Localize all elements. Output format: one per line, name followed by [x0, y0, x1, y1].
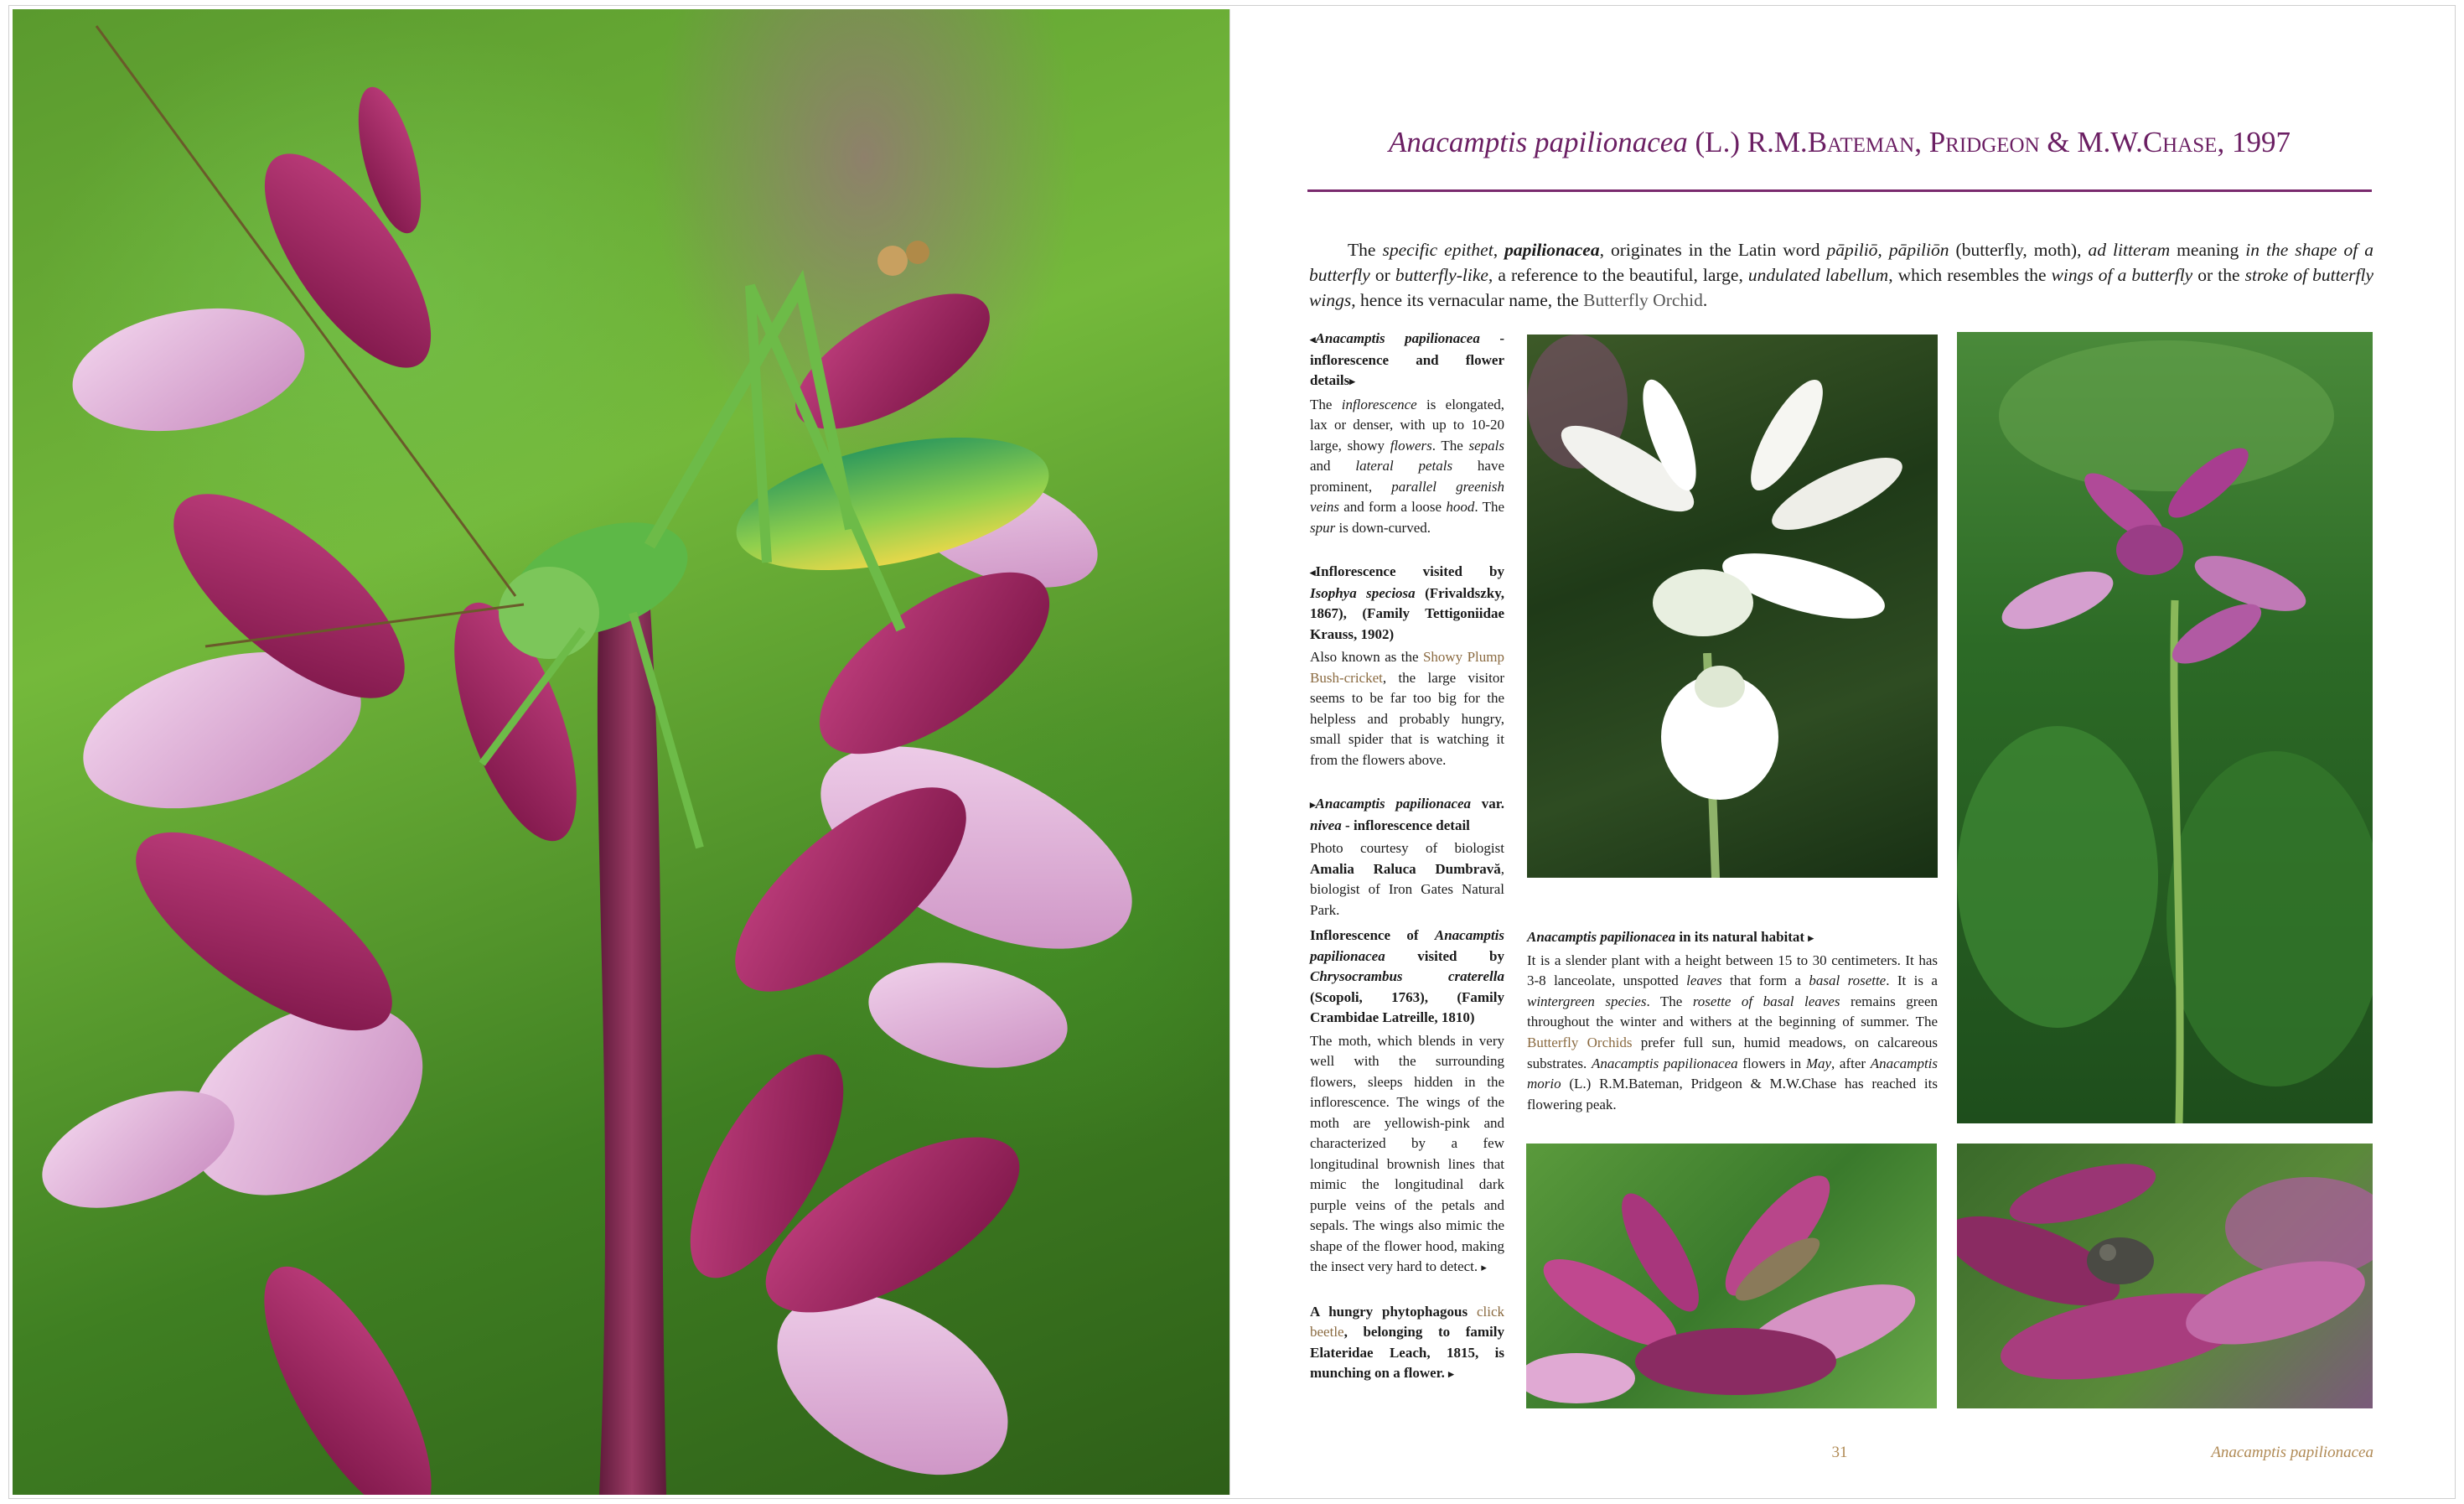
photo-natural-habitat: [1957, 332, 2373, 1123]
caption-text: The: [1310, 396, 1342, 412]
caption-em: spur: [1310, 519, 1336, 536]
beetle-orchid-illustration: [1957, 1144, 2373, 1408]
caption-em: Anacamptis papilionacea: [1310, 927, 1504, 964]
intro-text: meaning: [2170, 240, 2246, 260]
caption-text: . It is a: [1886, 972, 1938, 989]
moth-orchid-illustration: [1526, 1144, 1937, 1408]
photo-click-beetle: [1957, 1144, 2373, 1408]
spacer: [1310, 1278, 1504, 1302]
caption-text: , belonging to family Elateridae Leach, 1815, is munching on a flower.: [1310, 1324, 1504, 1381]
caption-body-3: [1310, 838, 1504, 921]
vernacular-link: Showy Plump Bush-cricket: [1310, 649, 1504, 686]
caption-em: sepals: [1468, 437, 1504, 454]
title-author-prefix: (L.) R.M.: [1687, 126, 1808, 158]
caption-text: and: [1310, 458, 1356, 474]
intro-em: specific epithet: [1382, 240, 1493, 260]
intro-em: stroke of butterfly wings: [1309, 265, 2373, 310]
caption-text: - inflorescence and flower details: [1310, 330, 1504, 388]
intro-text: (butterfly, moth),: [1949, 240, 2089, 260]
caption-text: prefer full sun, humid meadows, on calcareous substrates.: [1527, 1034, 1938, 1071]
intro-text: , originates in the Latin word: [1599, 240, 1827, 260]
white-orchid-illustration: [1527, 335, 1938, 878]
intro-text: or the: [2192, 265, 2245, 285]
intro-em: wings of a butterfly: [2051, 265, 2193, 285]
caption-text: , biologist of Iron Gates Natural Park.: [1310, 860, 1504, 918]
vernacular-name: Butterfly Orchid: [1583, 290, 1703, 310]
caption-em: flowers: [1390, 437, 1432, 454]
pointer-right-icon: ▸: [1349, 375, 1355, 387]
caption-text: visited by: [1385, 947, 1504, 964]
pointer-left-icon: ◂: [1310, 566, 1316, 578]
caption-heading-3: [1310, 794, 1504, 836]
pointer-right-icon: ▸: [1808, 931, 1814, 944]
vernacular-link: Butterfly Orchids: [1527, 1034, 1633, 1050]
title-species: Anacamptis papilionacea: [1389, 126, 1688, 158]
caption-text: The moth, which blends in very well with the surrounding flowers, sleeps hidden in the inflorescence. The wings of the moth are yellowish-pink and characterized by a few longitudinal brownish lines that mimic the longitudinal dark purple veins of the petals and sepals. The wings also mimic the shape of the flower hood, making the insect very hard to detect.: [1310, 1032, 1504, 1274]
title-author-chase: Chase: [2142, 126, 2218, 158]
pointer-right-icon: ▸: [1310, 798, 1316, 811]
caption-text: var.: [1471, 796, 1504, 812]
caption-text: Inflorescence of: [1310, 927, 1435, 943]
spacer: [1310, 770, 1504, 794]
intro-em: butterfly-like: [1395, 265, 1488, 285]
intro-em: undulated labellum: [1747, 265, 1889, 285]
habitat-illustration: [1957, 332, 2373, 1123]
intro-text: or: [1369, 265, 1395, 285]
caption-em: hood: [1446, 499, 1475, 515]
caption-em: lateral petals: [1355, 458, 1453, 474]
intro-em: in the shape of a butterfly: [1309, 240, 2374, 285]
intro-text: , which resembles the: [1888, 265, 2052, 285]
caption-em: parallel greenish veins: [1310, 478, 1504, 515]
habitat-caption: [1527, 927, 1938, 1115]
caption-text: flowers in: [1737, 1055, 1806, 1071]
caption-heading-1: [1310, 329, 1504, 392]
caption-em: leaves: [1686, 972, 1722, 989]
caption-text: Inflorescence visited by: [1315, 563, 1504, 579]
intro-text: .: [1702, 290, 1708, 310]
caption-text: Photo courtesy of biologist: [1310, 840, 1504, 856]
caption-text: , the large visitor seems to be far too big for the helpless and probably hungry, small spider that is watching it from the flowers above.: [1310, 669, 1504, 768]
caption-heading-5: [1310, 1302, 1504, 1385]
left-page-photo-orchid-bushcricket: [13, 9, 1229, 1495]
caption-em: May: [1805, 1055, 1832, 1071]
caption-text: that form a: [1721, 972, 1809, 989]
title-sep-1: ,: [1914, 126, 1929, 158]
pointer-left-icon: ◂: [1310, 333, 1316, 345]
caption-em: nivea: [1310, 817, 1342, 833]
intro-text: , a reference to the beautiful, large,: [1488, 265, 1748, 285]
page-title: [1307, 126, 2372, 159]
caption-text: It is a slender plant with a height between 15 to 30 centimeters. It has 3-8 lanceolate, unspotted: [1527, 952, 1938, 989]
pointer-right-icon: ▸: [1481, 1261, 1487, 1273]
caption-column: [1310, 329, 1504, 1385]
click-beetle-link: click beetle: [1310, 1303, 1504, 1340]
caption-text: have prominent,: [1310, 458, 1505, 495]
running-title: Anacamptis papilionacea: [2211, 1444, 2373, 1461]
caption-text: . The: [1646, 993, 1693, 1009]
title-author-pridgeon: Pridgeon: [1928, 126, 2040, 158]
caption-text: A hungry phytophagous: [1310, 1303, 1477, 1320]
caption-text: is down-curved.: [1335, 519, 1431, 536]
caption-em: Anacamptis papilionacea: [1315, 796, 1472, 812]
intro-em: pāpiliō, pāpiliōn: [1826, 240, 1949, 260]
caption-body-2: [1310, 647, 1504, 770]
caption-text: . The: [1431, 437, 1469, 454]
caption-text: . The: [1474, 499, 1504, 515]
caption-body-4: [1310, 1031, 1504, 1278]
caption-text: , after: [1831, 1055, 1871, 1071]
caption-em: wintergreen species: [1527, 993, 1647, 1009]
caption-text: remains green throughout the winter and withers at the beginning of summer. The: [1527, 993, 1938, 1030]
habitat-caption-heading: [1527, 927, 1938, 949]
title-author-bateman: Bateman: [1807, 126, 1915, 158]
caption-heading-4: [1310, 926, 1504, 1029]
photo-moth-chrysocrambus: [1526, 1144, 1937, 1408]
caption-body-1: [1310, 395, 1504, 539]
intro-em: ad litteram: [2088, 240, 2171, 260]
intro-text: , hence its vernacular name, the: [1351, 290, 1584, 310]
caption-em: Anacamptis morio: [1527, 1055, 1939, 1092]
title-divider: [1307, 189, 2372, 192]
caption-em: Isophya speciosa: [1310, 584, 1416, 601]
caption-text: (L.) R.M.Bateman, Pridgeon & M.W.Chase has reached its flowering peak.: [1527, 1076, 1938, 1112]
caption-text: in its natural habitat: [1675, 929, 1805, 945]
caption-em: Chrysocrambus craterella: [1310, 968, 1504, 984]
pointer-right-icon: ▸: [1448, 1367, 1454, 1380]
page-number: 31: [1831, 1444, 1848, 1461]
caption-em: Anacamptis papilionacea: [1527, 929, 1676, 945]
caption-text: is elongated, lax or denser, with up to 10-20 large, showy: [1310, 396, 1504, 454]
orchid-illustration: [13, 9, 1229, 1495]
title-year: , 1997: [2217, 126, 2291, 158]
intro-text: The: [1348, 240, 1383, 260]
caption-heading-2: [1310, 562, 1504, 645]
photo-var-nivea: [1527, 335, 1938, 878]
caption-text: (Scopoli, 1763), (Family Crambidae Latreille, 1810): [1310, 988, 1504, 1025]
caption-text: Also known as the: [1310, 649, 1423, 665]
photographer-name: Amalia Raluca Dumbravă: [1310, 860, 1501, 877]
caption-text: and form a loose: [1338, 499, 1447, 515]
caption-em: Anacamptis papilionacea: [1315, 330, 1480, 346]
caption-em: inflorescence: [1341, 396, 1417, 412]
title-sep-2: & M.W.: [2039, 126, 2143, 158]
intro-em: papilionacea: [1504, 240, 1600, 260]
caption-text: (Frivaldszky, 1867), (Family Tettigoniidae Krauss, 1902): [1310, 584, 1505, 642]
caption-em: rosette of basal leaves: [1692, 993, 1840, 1009]
caption-text: - inflorescence detail: [1341, 817, 1470, 833]
caption-em: Anacamptis papilionacea: [1591, 1055, 1738, 1071]
habitat-caption-body: [1527, 951, 1938, 1116]
intro-paragraph: [1309, 237, 2373, 313]
spacer: [1310, 538, 1504, 562]
intro-text: ,: [1493, 240, 1505, 260]
caption-em: basal rosette: [1809, 972, 1887, 989]
